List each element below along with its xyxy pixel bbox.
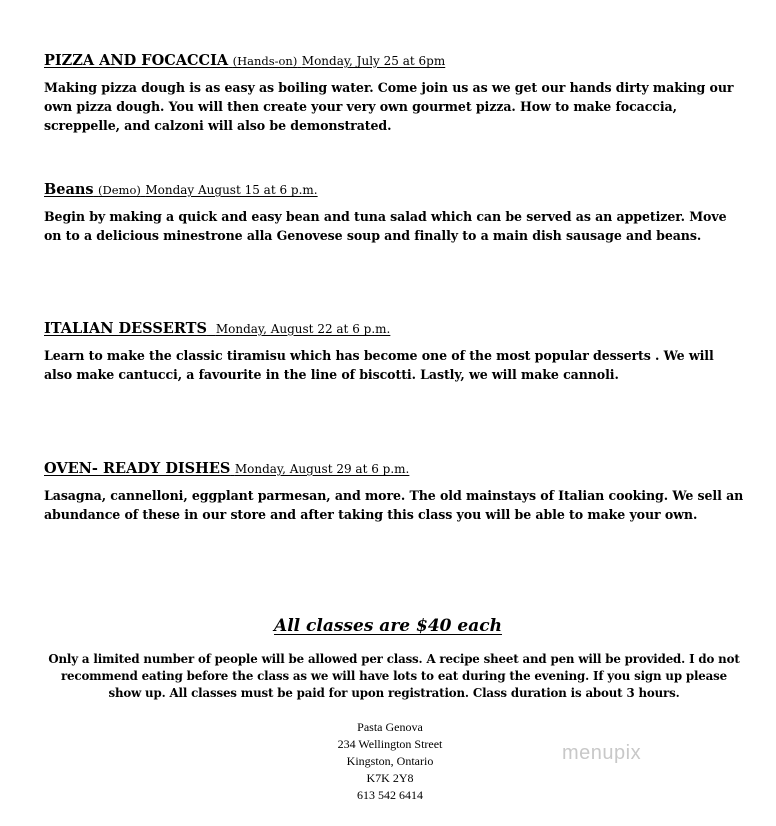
store-city: Kingston, Ontario [346,754,434,768]
class-heading [44,52,744,70]
store-postal-code: K7K 2Y8 [366,771,414,785]
class-date: Monday, August 29 at 6 p.m. [234,462,410,476]
class-description: Begin by making a quick and easy bean and tuna salad which can be served as an appetizer. Move on to a delicious minestrone alla Genovese soup and finally to a main dish sausage and beans. [44,209,727,243]
class-section-oven-ready [44,460,744,524]
class-section-beans [44,181,744,245]
store-address [290,719,490,804]
class-description: Making pizza dough is as easy as boiling water. Come join us as we get our hands dirty making our own pizza dough. You will then create your very own gourmet pizza. How to make focaccia, screppelle, and calzoni will also be demonstrated. [44,80,734,133]
class-title: Beans [44,181,94,198]
class-title: ITALIAN DESSERTS [44,320,207,337]
class-heading [44,460,744,478]
class-date: Monday August 15 at 6 p.m. [145,183,318,197]
class-date: Monday, July 25 at 6pm [301,54,446,68]
class-tag: (Hands-on) [232,54,298,68]
store-name: Pasta Genova [357,720,423,734]
store-street: 234 Wellington Street [337,737,443,751]
price-note: All classes are $40 each [274,616,502,636]
class-description: Learn to make the classic tiramisu which has become one of the most popular desserts . We will also make cantucci, a favourite in the line of biscotti. Lastly, we will make cannoli. [44,348,714,382]
class-section-pizza [44,52,744,135]
class-date: Monday, August 22 at 6 p.m. [215,322,391,336]
class-title: OVEN- READY DISHES [44,460,231,477]
store-phone: 613 542 6414 [357,788,423,802]
class-title: PIZZA AND FOCACCIA [44,52,229,69]
class-tag: (Demo) [98,183,141,197]
class-heading [44,320,744,338]
class-description: Lasagna, cannelloni, eggplant parmesan, and more. The old mainstays of Italian cooking. We sell an abundance of these in our store and after taking this class you will be able to make your own. [44,488,744,522]
class-section-desserts [44,320,744,384]
watermark-logo: menupix [562,742,642,764]
class-heading [44,181,744,199]
policy-note: Only a limited number of people will be allowed per class. A recipe sheet and pen will be provided. I do not recommend eating before the class as we will have lots to eat during the evening. If you sign up please show up. All classes must be paid for upon registration. Class duration is about 3 hours. [48,652,740,700]
